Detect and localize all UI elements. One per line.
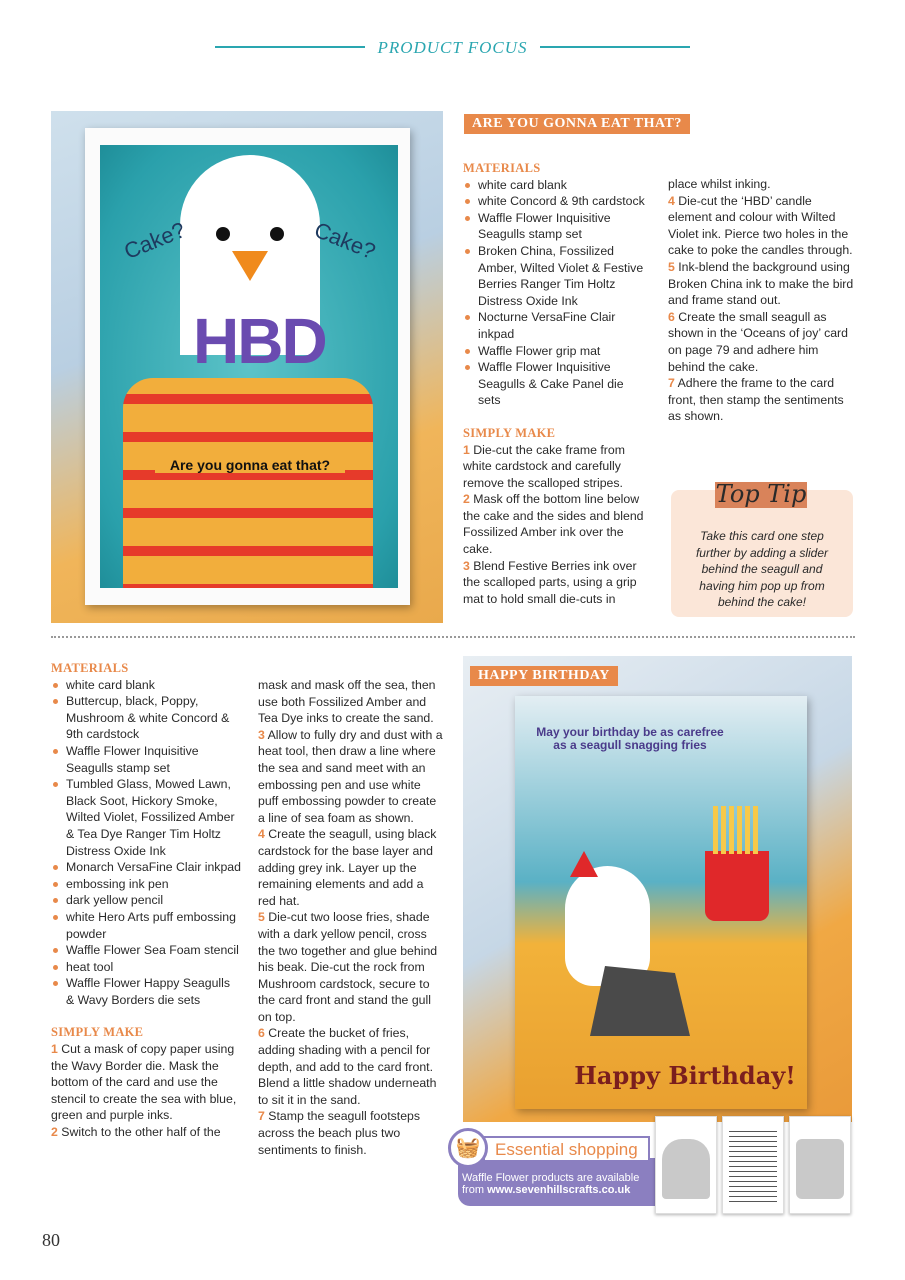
material-item: Tumbled Glass, Mowed Lawn, Black Soot, Hickory Smoke, Wilted Violet, Fossilized Amber & Tea Dye Ranger Tim Holtz Distress Oxide Ink (51, 776, 241, 859)
step-text: Die-cut the ‘HBD’ candle element and colour with Wilted Violet ink. Pierce two holes in the cake to poke the candles through. (668, 193, 853, 258)
material-item: Waffle Flower Happy Seagulls & Wavy Borders die sets (51, 975, 241, 1008)
card-sentiment-bottom: Happy Birthday! (574, 1061, 796, 1090)
step (463, 442, 648, 492)
step-text: Die-cut the cake frame from white cardstock and carefully remove the scalloped stripes. (463, 442, 625, 490)
essential-shopping-box (448, 1128, 663, 1206)
card-photo-birthday (463, 656, 852, 1122)
card-text-cake-right: Cake? (310, 217, 380, 265)
material-item: heat tool (51, 959, 241, 976)
material-item: Waffle Flower Inquisitive Seagulls & Cake Panel die sets (463, 359, 648, 409)
material-item: white Hero Arts puff embossing powder (51, 909, 241, 942)
material-item: Waffle Flower grip mat (463, 343, 648, 360)
material-item: Buttercup, black, Poppy, Mushroom & white Concord & 9th cardstock (51, 693, 241, 743)
step-text: Blend Festive Berries ink over the scalloped parts, using a grip mat to hold small die-cuts in (463, 558, 637, 606)
product-image-dies (655, 1116, 717, 1214)
section-title: PRODUCT FOCUS (377, 38, 528, 57)
section-divider (51, 636, 855, 638)
product-image-cake-dies (789, 1116, 851, 1214)
fries-bucket (705, 851, 769, 921)
step-number: 3 (463, 558, 470, 573)
material-item: Waffle Flower Sea Foam stencil (51, 942, 241, 959)
birthday-card (515, 696, 807, 1109)
card-frame (85, 128, 410, 605)
step-text: Allow to fully dry and dust with a heat tool, then draw a line where the sea and sand meet with an embossing pen and use white puff embossing powder to create a line of sea foam as shown. (258, 727, 443, 825)
step-number: 6 (258, 1026, 265, 1041)
basket-icon: 🧺 (448, 1128, 488, 1168)
step (258, 727, 443, 827)
step-text: Die-cut two loose fries, shade with a dark yellow pencil, cross the two together and glue behind his beak. Die-cut the rock from Mushroom cardstock, secure to the card front and stand the gull on top. (258, 910, 438, 1024)
step (668, 259, 858, 309)
step-number: 7 (668, 376, 675, 391)
top-tip-box (671, 480, 853, 617)
top-tip-title: Top Tip (715, 480, 807, 508)
steps-heading: SIMPLY MAKE (51, 1025, 144, 1040)
step-number: 6 (668, 309, 675, 324)
material-item: white card blank (463, 177, 648, 194)
step (668, 375, 858, 425)
card-photo-cake (51, 111, 443, 623)
shopping-url[interactable]: www.sevenhillscrafts.co.uk (487, 1184, 631, 1196)
materials-column-1 (463, 160, 648, 607)
steps-heading: SIMPLY MAKE (463, 425, 556, 440)
step-text: mask and mask off the sea, then use both Fossilized Amber and Tea Dye inks to create the sand. (258, 678, 436, 726)
header-rule-left (215, 46, 365, 48)
step-text: place whilst inking. (668, 177, 771, 191)
shopping-title: Essential shopping (483, 1136, 650, 1162)
step-text: Create the small seagull as shown in the ‘Oceans of joy’ card on page 79 and adhere him behind the cake. (668, 309, 848, 374)
material-item: Waffle Flower Inquisitive Seagulls stamp set (463, 210, 648, 243)
step (463, 558, 648, 608)
step (51, 1041, 241, 1124)
project-title-cake: ARE YOU GONNA EAT THAT? (464, 114, 690, 134)
step (668, 193, 858, 259)
material-item: Waffle Flower Inquisitive Seagulls stamp set (51, 743, 241, 776)
rock (590, 966, 690, 1036)
materials-heading: MATERIALS (51, 661, 129, 675)
top-tip-text: Take this card one step further by adding a slider behind the seagull and having him pop up from behind the cake! (695, 529, 829, 609)
step-number: 1 (463, 442, 470, 457)
project-title-birthday: HAPPY BIRTHDAY (470, 666, 618, 686)
product-image-stamps (722, 1116, 784, 1214)
step (668, 309, 858, 375)
step (258, 1025, 443, 1108)
materials-column-2 (51, 660, 241, 1141)
step (258, 677, 443, 727)
card-sentiment-top: May your birthday be as carefree as a seagull snagging fries (536, 725, 724, 752)
material-item: dark yellow pencil (51, 892, 241, 909)
step (668, 176, 858, 193)
card-text-cake-left: Cake? (120, 217, 189, 265)
cake (123, 378, 373, 588)
material-item: Broken China, Fossilized Amber, Wilted Violet & Festive Berries Ranger Tim Holtz Distress Oxide Ink (463, 243, 648, 309)
step-text: Cut a mask of copy paper using the Wavy Border die. Mask the bottom of the card and use the stencil to create the sea with blue, green and purple inks. (51, 1042, 237, 1123)
page-number: 80 (42, 1230, 60, 1250)
steps-column-1 (668, 176, 858, 425)
step-number: 5 (258, 910, 265, 925)
step-number: 5 (668, 259, 675, 274)
step-number: 1 (51, 1042, 58, 1057)
step-number: 4 (258, 827, 265, 842)
material-item: Nocturne VersaFine Clair inkpad (463, 309, 648, 342)
step-text: Create the bucket of fries, adding shading with a pencil for depth, and add to the card front. Blend a little shadow underneath to sit it in the sand. (258, 1026, 437, 1107)
steps-column-2 (258, 677, 443, 1158)
step (258, 826, 443, 909)
card-sentiment: Are you gonna eat that? (155, 458, 345, 473)
step (258, 1108, 443, 1158)
materials-heading: MATERIALS (463, 161, 541, 175)
material-item: Monarch VersaFine Clair inkpad (51, 859, 241, 876)
section-header (0, 34, 905, 58)
step-number: 2 (51, 1125, 58, 1140)
step (463, 491, 648, 557)
shopping-text: Waffle Flower products are available from (462, 1172, 640, 1196)
material-item: embossing ink pen (51, 876, 241, 893)
step-text: Create the seagull, using black cardstock for the base layer and adding grey ink. Layer up the remaining elements and add a red hat. (258, 827, 437, 908)
material-item: white Concord & 9th cardstock (463, 193, 648, 210)
step-text: Switch to the other half of the (61, 1125, 221, 1140)
step-number: 7 (258, 1109, 265, 1124)
step-text: Stamp the seagull footsteps across the beach plus two sentiments to finish. (258, 1109, 421, 1157)
step-text: Mask off the bottom line below the cake and the sides and blend Fossilized Amber ink over the cake. (463, 492, 644, 557)
step-text: Adhere the frame to the card front, then stamp the sentiments as shown. (668, 376, 844, 424)
step-number: 3 (258, 727, 265, 742)
step (51, 1124, 241, 1141)
step (258, 909, 443, 1025)
hbd-candle: HBD (193, 305, 326, 377)
header-rule-right (540, 46, 690, 48)
material-item: white card blank (51, 677, 241, 694)
step-number: 2 (463, 492, 470, 507)
step-number: 4 (668, 193, 675, 208)
step-text: Ink-blend the background using Broken China ink to make the bird and frame stand out. (668, 259, 854, 308)
